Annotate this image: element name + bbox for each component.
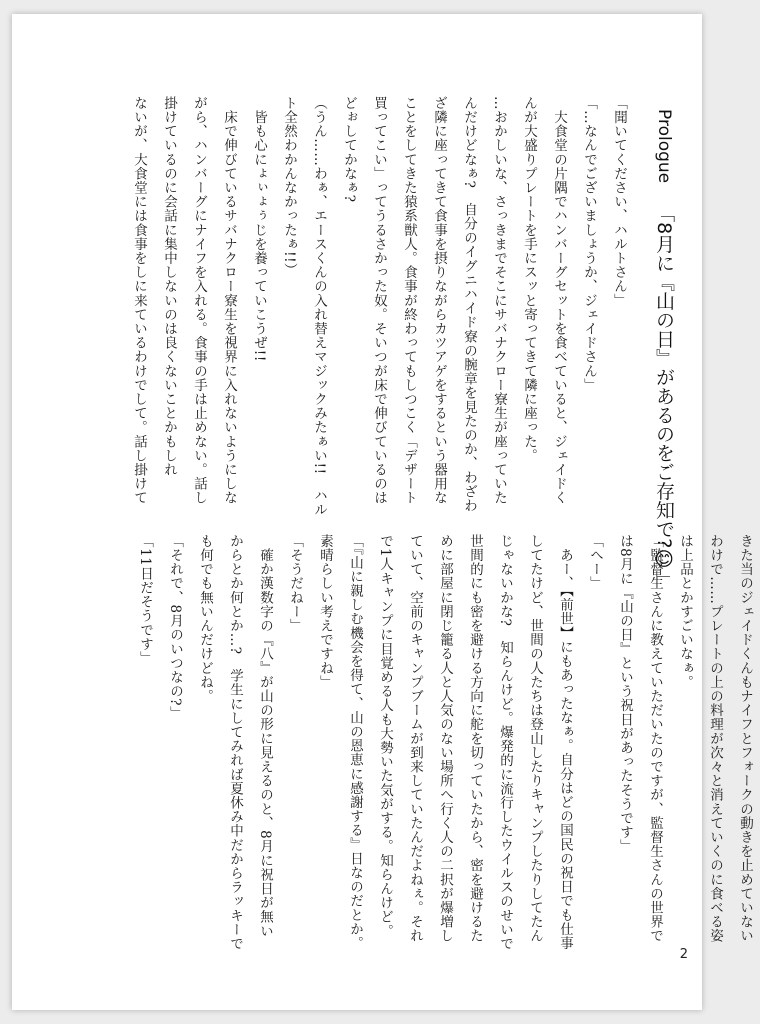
text-line: 素晴らしい考えですね」 [317,534,333,690]
page-number: 2 [679,947,688,962]
text-line: 「へー」 [587,534,603,591]
text-line: がら、ハンバーグにナイフを入れる。食事の手は止めない。話し [191,96,207,505]
text-line: あー、【前世】にもあったなぁ。自分はどの国民の祝日でも仕事 [557,534,573,951]
text-line: 床で伸びているサバナクロー寮生を視界に入れないようにしな [221,96,237,505]
text-line: ことをしてきた猿系獣人。食事が終わってもしつこく「デザート [401,96,417,505]
text-block-top [124,96,634,517]
text-line: 皆も心にょぃょぅじを養っていこうぜ!! [251,96,267,362]
text-line: 「11日だそうです」 [137,534,153,666]
text-line: ていて、空前のキャンプブームが到来していたんだよねぇ。それ [407,534,423,943]
text-line: 「『山に親しむ機会を得て、山の恩恵に感謝する』日なのだとか。 [347,534,363,951]
text-line: ト全然わかんなかったぁ!!） [281,96,297,278]
text-line: じゃないかな? 知らんけど。爆発的に流行したウイルスのせいで [497,534,513,951]
text-line: からとか何とか…? 学生にしてみれば夏休み中だからラッキーで [227,534,243,951]
text-line: してたけど、世間の人たちは登山したりキャンプしたりしてたん [527,534,543,943]
text-line: 「それで、8月のいつなの?」 [167,534,183,721]
text-line: 世間的にも密を避ける方向に舵を切っていたから、密を避けるた [467,534,483,943]
text-line: きた当のジェイドくんもナイフとフォークの動きを止めていない [737,534,753,943]
text-line: どぉしてかなぁ? [341,96,357,203]
text-line: 確か漢数字の『八』が山の形に見えるのと、8月に祝日が無い [257,534,273,938]
text-line: わけで……プレートの上の料理が次々と消えていくのに食べる姿 [707,534,723,943]
text-line: 「聞いてください、ハルトさん」 [611,96,627,308]
text-line: 「監督生さんに教えていただいたのですが、監督生さんの世界で [647,534,663,943]
chapter-heading: 「8月に『山の日』があるのをご存知で?😊」 [653,203,675,590]
chapter-title [652,109,676,589]
text-line: は8月に『山の日』という祝日があったそうです」 [617,534,633,854]
text-line: んが大盛りプレートを手にスッと寄ってきて隣に座った。 [521,96,537,463]
text-line: 掛けているのに会話に集中しないのは良くないことかもしれ [161,96,177,477]
text-line: も何でも無いんだけどね。 [197,534,213,704]
text-line: で1人キャンプに目覚める人も大勢いた気がする。知らんけど。 [377,534,393,938]
text-line: ないが、大食堂には食事をしに来ているわけでして。話し掛けて [131,96,147,505]
text-line: …おかしいな、さっきまでそこにサバナクロー寮生が座っていた [491,96,507,505]
text-line: （うん……わぁ、エースくんの入れ替えマジックみたぁい!! ハル [311,96,327,517]
text-line: 「…なんでございましょうか、ジェイドさん」 [581,96,597,393]
text-line: は上品とかすごいなぁ。 [677,534,693,690]
text-line: 「そうだねー」 [287,534,303,633]
text-line: んだけどなぁ? 自分のイグニハイド寮の腕章を見たのか、わざわ [461,96,477,513]
chapter-prefix: Prologue [654,109,674,184]
text-block-bottom [130,534,760,974]
text-line: 大食堂の片隅でハンバーグセットを食べていると、ジェイドく [551,96,567,505]
text-line: めに部屋に閉じ籠る人と人気のない場所へ行く人の二択が爆増し [437,534,453,943]
text-line: 買ってこい」ってうるさかった奴。そいつが床で伸びているのは [371,96,387,505]
text-line: ざ隣に座ってきて食事を摂りながらカツアゲをするという器用な [431,96,447,505]
document-page [12,14,753,1010]
